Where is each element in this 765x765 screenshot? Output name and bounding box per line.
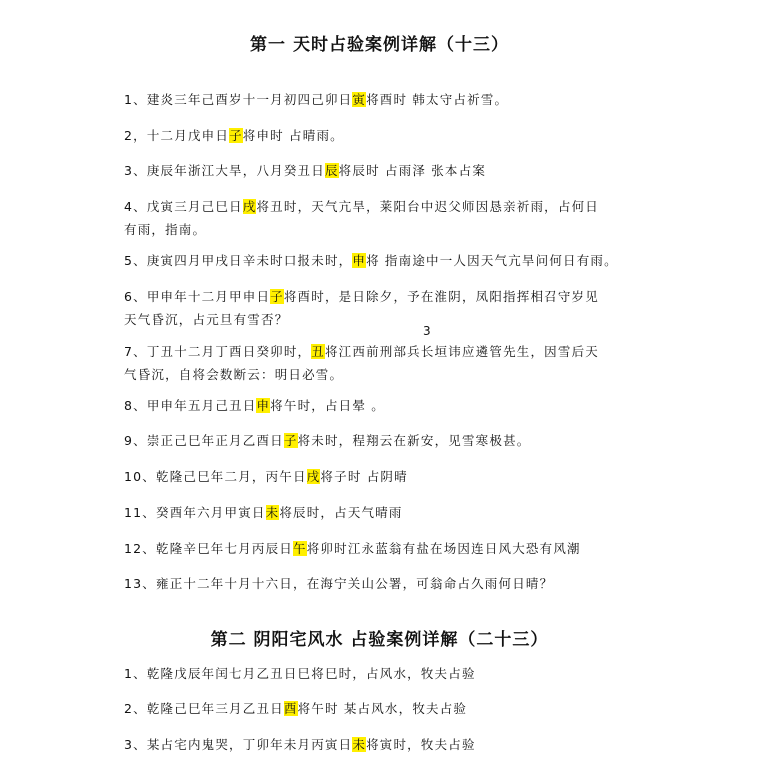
highlighted-character: 寅: [352, 92, 367, 107]
section-1-entry-1: [124, 88, 696, 111]
section-1-entry-2: [124, 124, 696, 147]
entry-text: 12、乾隆辛巳年七月丙辰日: [124, 541, 294, 556]
entry-text: 将江西前刑部兵长垣讳应遴管先生，因雪后天: [324, 344, 599, 359]
entry-text: 将午时 某占风水，牧夫占验: [297, 701, 468, 716]
section-1-entry-3: [124, 159, 696, 182]
highlighted-character: 戌: [306, 469, 321, 484]
section-1-entry-6: [124, 285, 696, 331]
section-1-entry-8: [124, 394, 696, 417]
entry-text: 8、甲申年五月己丑日: [124, 398, 257, 413]
highlighted-character: 辰: [324, 163, 339, 178]
highlighted-character: 戌: [242, 199, 257, 214]
entry-text: 将辰时 占雨泽 张本占案: [338, 163, 487, 178]
entry-text: 将子时 占阴晴: [320, 469, 408, 484]
section-1-entry-4: [124, 195, 696, 241]
entry-text: 将申时 占晴雨。: [242, 128, 344, 143]
entry-text: 3、庚辰年浙江大旱，八月癸丑日: [124, 163, 325, 178]
entry-text: 6、甲申年十二月甲申日: [124, 289, 271, 304]
entry-text: 1、乾隆戊辰年闰七月乙丑日巳将巳时，占风水，牧夫占验: [124, 666, 476, 681]
entry-text: 3、某占宅内鬼哭，丁卯年未月丙寅日: [124, 737, 353, 752]
section-1-entry-5: [124, 249, 696, 272]
entry-text: 13、雍正十二年十月十六日，在海宁关山公署，可翁命占久雨何日晴？: [124, 576, 554, 591]
entry-text: 将丑时，天气亢旱，莱阳台中迟父师因恳亲祈雨，占何日: [256, 199, 599, 214]
entry-text: 11、癸酉年六月甲寅日: [124, 505, 266, 520]
highlighted-character: 未: [265, 505, 280, 520]
entry-text: 将酉时，是日除夕，予在淮阴，凤阳指挥相召守岁见: [283, 289, 599, 304]
highlighted-character: 子: [229, 128, 243, 143]
highlighted-character: 申: [352, 253, 367, 268]
section-1-entry-11: [124, 501, 696, 524]
entry-text: 2，十二月戊申日: [124, 128, 230, 143]
highlighted-character: 子: [270, 289, 284, 304]
section-1-title: 第一 天时占验案例详解（十三）: [250, 35, 509, 55]
highlighted-character: 未: [352, 737, 367, 752]
entry-text: 将酉时 韩太守占祈雪。: [366, 92, 509, 107]
entry-text: 4、戊寅三月己巳日: [124, 199, 243, 214]
entry-text: 1、建炎三年己酉岁十一月初四己卯日: [124, 92, 353, 107]
section-1-entry-9: [124, 429, 696, 452]
section-1-entry-13: [124, 572, 696, 595]
section-1-entry-10: [124, 465, 696, 488]
section-1-entry-7: [124, 340, 696, 386]
page-number: 3: [423, 324, 431, 338]
section-2-entry-3: [124, 733, 696, 756]
entry-text: 将卯时江永蓝翁有盐在场因连日风大恐有风潮: [306, 541, 581, 556]
highlighted-character: 子: [283, 433, 298, 448]
entry-text: 9、崇正己巳年正月乙酉日: [124, 433, 284, 448]
highlighted-character: 申: [256, 398, 271, 413]
highlighted-character: 丑: [311, 344, 325, 359]
entry-text: 5、庚寅四月甲戌日辛未时口报未时，: [124, 253, 353, 268]
entry-text-continued: 气昏沉，自将会数断云：明日必雪。: [124, 367, 344, 382]
entry-text: 将寅时，牧夫占验: [366, 737, 476, 752]
section-2-title: 第二 阴阳宅风水 占验案例详解（二十三）: [210, 630, 549, 650]
section-1-entry-12: [124, 537, 696, 560]
entry-text: 将未时，程翔云在新安，见雪寒极甚。: [297, 433, 531, 448]
section-2-entry-1: [124, 662, 696, 685]
entry-text: 将午时，占日晕 。: [270, 398, 385, 413]
entry-text: 2、乾隆己巳年三月乙丑日: [124, 701, 284, 716]
entry-text: 将 指南途中一人因天气亢旱问何日有雨。: [366, 253, 618, 268]
entry-text-continued: 天气昏沉，占元旦有雪否？: [124, 312, 289, 327]
highlighted-character: 酉: [283, 701, 298, 716]
entry-text: 10、乾隆己巳年二月，丙午日: [124, 469, 307, 484]
highlighted-character: 午: [293, 541, 307, 556]
entry-text-continued: 有雨，指南。: [124, 222, 207, 237]
entry-text: 7、丁丑十二月丁酉日癸卯时，: [124, 344, 312, 359]
section-2-entry-2: [124, 697, 696, 720]
entry-text: 将辰时，占天气晴雨: [279, 505, 403, 520]
